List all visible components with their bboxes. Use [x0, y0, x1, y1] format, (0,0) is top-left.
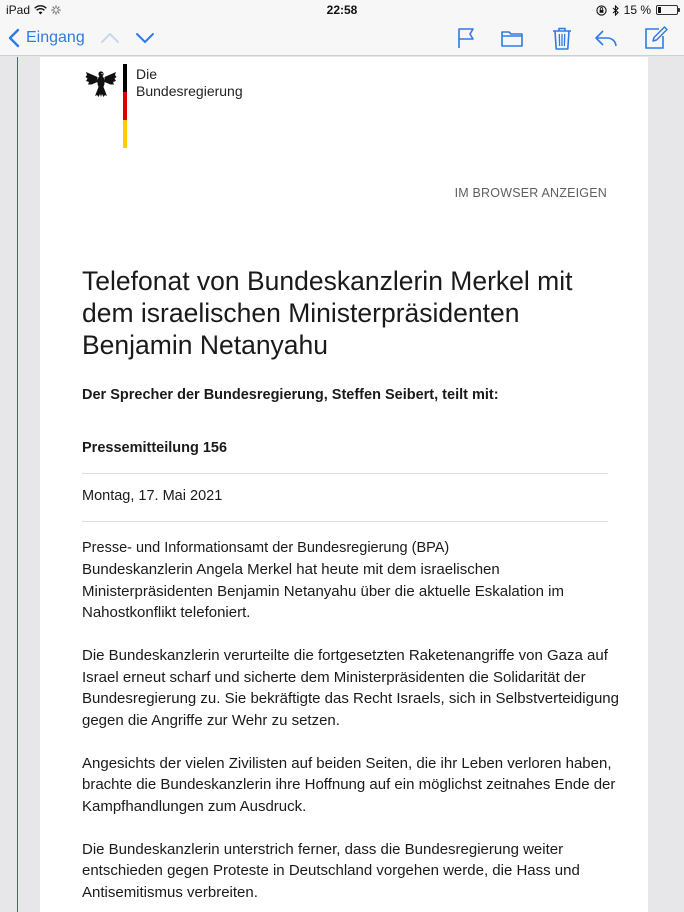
battery-percent: 15 % [623, 3, 651, 17]
divider-bottom [82, 521, 608, 522]
bluetooth-icon [612, 5, 619, 16]
paragraph: Bundeskanzlerin Angela Merkel hat heute mit dem israelischen Ministerpräsidenten Benjamin Netanyahu über die aktuelle Eskalation im Nahostkonflikt telefoniert. [82, 561, 564, 621]
status-right [596, 3, 678, 17]
chevron-left-icon [8, 28, 20, 48]
status-time: 22:58 [326, 3, 358, 17]
divider-top [82, 473, 608, 474]
battery-fill [658, 7, 661, 13]
compose-icon[interactable] [643, 25, 669, 51]
release-date: Montag, 17. Mai 2021 [82, 488, 223, 504]
message-content[interactable] [0, 57, 684, 912]
previous-message-button[interactable] [100, 28, 120, 48]
federal-eagle-icon [84, 65, 118, 99]
folder-icon[interactable] [499, 25, 525, 51]
trash-icon[interactable] [549, 25, 575, 51]
next-message-button[interactable] [135, 28, 155, 48]
flag-icon[interactable] [453, 25, 479, 51]
email-body [40, 57, 648, 912]
source-line: Presse- und Informationsamt der Bundesregierung (BPA) [82, 540, 450, 556]
battery-icon [656, 5, 678, 15]
flag-stripe-gold [123, 120, 127, 148]
press-release-number: Pressemitteilung 156 [82, 440, 228, 456]
paragraph: Angesichts der vielen Zivilisten auf beiden Seiten, die ihr Leben verloren haben, brachte die Bundeskanzlerin ihre Hoffnung auf ein möglichst zeitnahes Ende der Kampfhandlungen zum Ausdruck. [82, 754, 616, 815]
press-release-text [82, 538, 622, 912]
logo-wordmark [136, 66, 243, 100]
mail-toolbar [0, 20, 684, 56]
logo-line-2: Bundesregierung [136, 83, 243, 99]
logo-line-1: Die [136, 66, 158, 82]
orientation-lock-icon [596, 5, 607, 16]
status-bar [0, 0, 684, 20]
email-headline: Telefonat von Bundeskanzlerin Merkel mit dem israelischen Ministerpräsidenten Benjamin Netanyahu [82, 266, 573, 360]
bundesregierung-logo [84, 64, 254, 152]
thread-indicator [17, 57, 18, 912]
back-label: Eingang [26, 29, 85, 46]
email-subhead: Der Sprecher der Bundesregierung, Steffen Seibert, teilt mit: [82, 387, 499, 403]
flag-stripe-black [123, 64, 127, 92]
paragraph: Die Bundeskanzlerin verurteilte die fortgesetzten Raketenangriffe von Gaza auf Israel erneut scharf und sicherte dem Ministerpräsidenten die Solidarität der Bundesregierung zu. Sie bekräftigte das Recht Israels, sich in Selbstverteidigung gegen die Angriffe zur Wehr zu setzen. [82, 647, 619, 729]
back-button[interactable] [8, 26, 85, 50]
paragraph: Die Bundeskanzlerin unterstrich ferner, dass die Bundesregierung weiter entschieden gegen Proteste in Deutschland vorgehen werde, die Hass und Antisemitismus verbreiten. [82, 840, 580, 901]
view-in-browser-link[interactable]: IM BROWSER ANZEIGEN [454, 186, 607, 200]
reply-icon[interactable] [593, 25, 619, 51]
device-name: iPad [6, 3, 31, 17]
flag-stripe-red [123, 92, 127, 120]
flag-bar [123, 64, 127, 148]
